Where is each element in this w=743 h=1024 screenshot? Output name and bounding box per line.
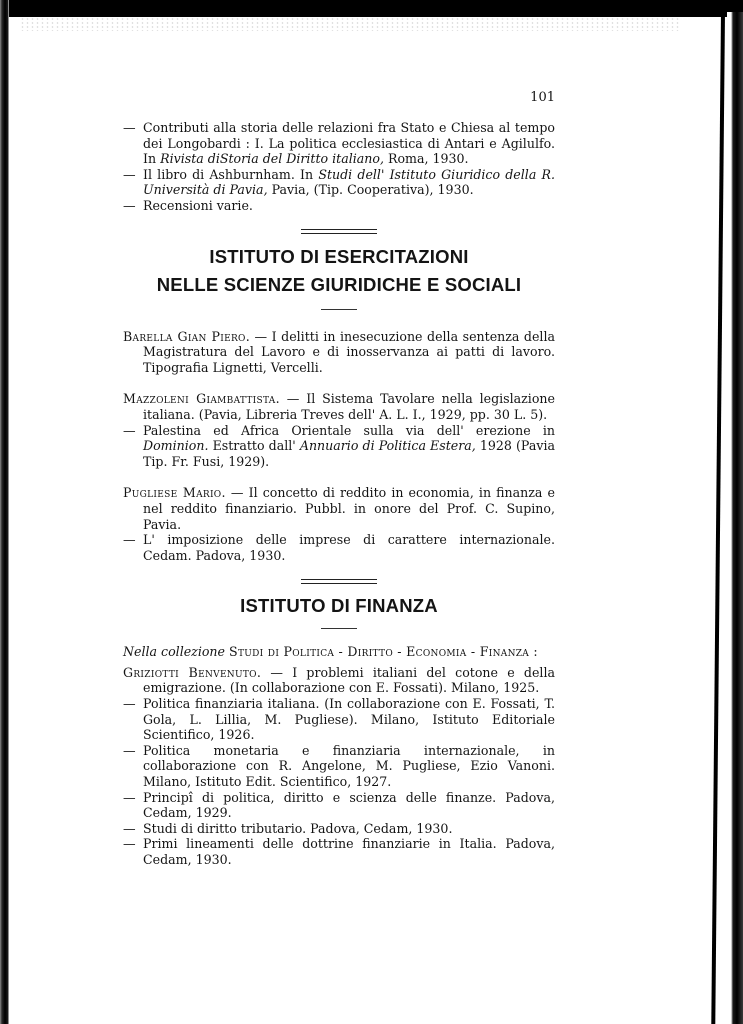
em-dash: — [123,742,136,758]
em-dash: — [123,422,136,438]
heading-line-1: ISTITUTO DI FINANZA [240,595,438,617]
entry-text: Roma, 1930. [383,151,469,167]
scan-noise [20,17,680,31]
separator: — [250,328,272,344]
journal-title: Annuario di Politica Estera, [299,438,476,454]
section-heading [123,592,555,620]
work-title: I delitti in inesecuzione della sentenza della Magistratura del Lavoro e di inosservanza ai patti di lavoro. Tipografia Lignetti, Vercelli. [143,328,555,375]
work-title: Il Sistema Tavolare nella legislazione italiana. (Pavia, Libreria Treves dell' A. L. I., 1929, pp. 30 L. 5). [143,391,555,422]
entry-text: Palestina ed Africa Orientale sulla via dell' erezione in [143,422,555,438]
work-title: I problemi italiani del cotone e della emigrazione. (In collaborazione con E. Fossati). Milano, 1925. [143,664,555,696]
work-title: Il concetto di reddito in economia, in finanza e nel reddito finanziario. Pubbl. in onore del Prof. C. Supino, Pavia. [143,485,555,532]
author-list [123,665,555,868]
journal-title: Studi dell' Istituto Giuridico della R. Università di Pavia, [143,166,555,198]
em-dash: — [123,532,136,548]
page-edge-line [711,12,725,1024]
entry-text: 1928 (Pavia Tip. Fr. Fusi, 1929). [143,438,556,469]
em-dash: — [123,120,136,135]
bibliography-entry [123,120,555,167]
collection-line [123,644,555,660]
page-number: 101 [530,90,555,105]
author-list [123,329,555,564]
author-name: Barella Gian Piero. [123,328,251,344]
collection-intro: Nella collezione [123,644,225,660]
heading-line-1: ISTITUTO DI ESERCITAZIONI [209,245,469,267]
scan-left-border [0,0,9,1024]
entry-text: Contributi alla storia delle relazioni fra Stato e Chiesa al tempo dei Longobardi : I. La politica ecclesiastica di Antari e Agilulfo. In [143,120,555,167]
scan-top-border [0,0,743,17]
bibliography-entry [123,836,555,867]
continued-bibliography [123,120,555,214]
em-dash: — [123,789,136,805]
author-entry [123,665,555,696]
entry-italic: Dominion. [143,438,209,454]
em-dash: — [123,820,136,836]
bibliography-entry [123,532,555,563]
work-title: Principî di politica, diritto e scienza delle finanze. Padova, Cedam, 1929. [143,789,555,821]
heading-line-2: NELLE SCIENZE GIURIDICHE E SOCIALI [156,273,522,295]
separator: — [225,485,249,501]
separator: — [279,391,307,407]
author-entry [123,329,555,376]
author-name: Griziotti Benvenuto. [123,664,262,680]
separator: — [261,664,293,680]
bibliography-entry [123,167,555,198]
journal-title: Rivista diStoria del Diritto italiano, [160,151,384,167]
em-dash: — [123,696,136,712]
work-title: Politica monetaria e finanziaria internazionale, in collaborazione con R. Angelone, M. Pugliese, Ezio Vanoni. Milano, Istituto Edit. Scientifico, 1927. [143,742,555,790]
entry-text: Estratto dall' [208,438,300,454]
bibliography-entry [123,423,555,470]
entry-text: Pavia, (Tip. Cooperativa), 1930. [267,182,474,198]
author-name: Mazzoleni Giambattista. [123,391,280,407]
work-title: Studi di diritto tributario. Padova, Cedam, 1930. [143,820,453,836]
author-entry [123,485,555,532]
author-name: Pugliese Mario. [123,485,226,501]
bibliography-entry [123,821,555,837]
em-dash: — [123,166,136,182]
bibliography-entry [123,790,555,821]
collection-name: Studi di Politica - Diritto - Economia - Finanza : [229,644,538,660]
entry-text: Il libro di Ashburnham. In [143,166,319,182]
work-title: Primi lineamenti delle dottrine finanziarie in Italia. Padova, Cedam, 1930. [143,836,555,867]
bibliography-entry [123,696,555,743]
document-page [123,87,555,868]
em-dash: — [123,197,136,213]
work-title: Politica finanziaria italiana. (In collaborazione con E. Fossati, T. Gola, L. Lillia, M. Pugliese). Milano, Istituto Editoriale Scientifico, 1926. [143,696,555,743]
em-dash: — [123,836,136,852]
bibliography-entry [123,743,555,790]
scan-right-border [727,12,743,1024]
bibliography-entry [123,198,555,214]
author-entry [123,391,555,422]
work-title: L' imposizione delle imprese di carattere internazionale. Cedam. Padova, 1930. [143,532,555,563]
entry-text: Recensioni varie. [143,197,253,213]
section-heading [123,243,555,299]
